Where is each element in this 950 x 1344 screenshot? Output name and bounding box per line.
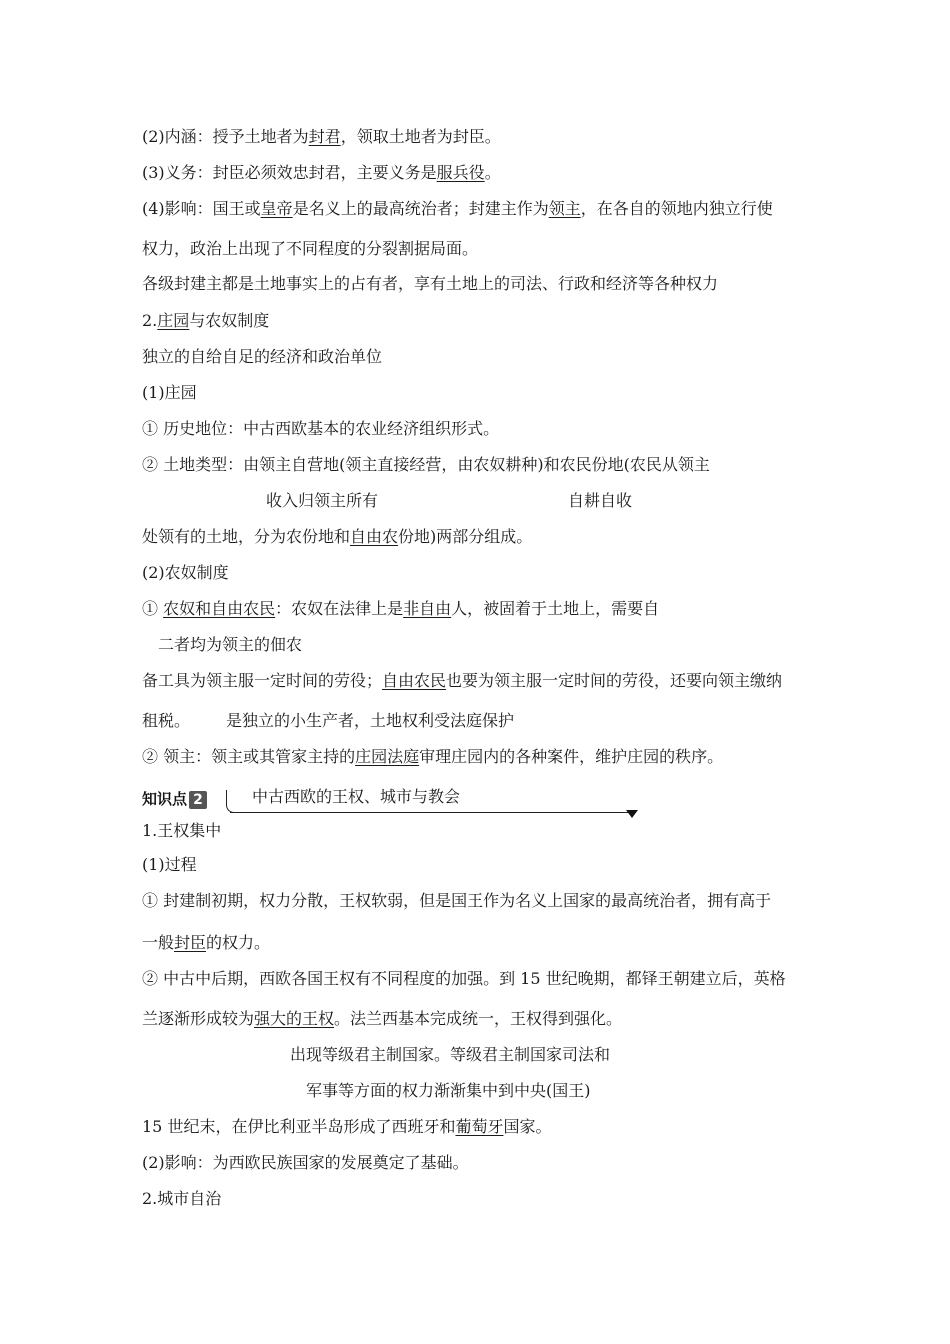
text-line: 租税。 xyxy=(142,711,191,730)
annotation: 军事等方面的权力渐渐集中到中央(国王) xyxy=(306,1081,591,1100)
annotation: 二者均为领主的佃农 xyxy=(158,635,303,654)
text-line: 15 世纪末，在伊比利亚半岛形成了西班牙和葡萄牙国家。 xyxy=(142,1117,552,1136)
text-line: ② 领主：领主或其管家主持的庄园法庭审理庄园内的各种案件，维护庄园的秩序。 xyxy=(142,747,724,766)
text-line: ② 土地类型：由领主自营地(领主直接经营，由农奴耕种)和农民份地(农民从领主 xyxy=(142,455,710,474)
text-line: (2)影响：为西欧民族国家的发展奠定了基础。 xyxy=(142,1153,469,1172)
text-line: (1)庄园 xyxy=(142,383,197,402)
text-line: ② 中古中后期，西欧各国王权有不同程度的加强。到 15 世纪晚期，都铎王朝建立后，英格 xyxy=(142,969,786,988)
triangle-down-icon xyxy=(626,810,638,818)
knowledge-point-number: 2 xyxy=(189,791,207,809)
annotation-line: 独立的自给自足的经济和政治单位 xyxy=(142,347,383,366)
knowledge-point-title: 中古西欧的王权、城市与教会 xyxy=(252,787,461,806)
text-line: 一般封臣的权力。 xyxy=(142,933,271,952)
annotation: 收入归领主所有 xyxy=(266,491,379,510)
text-line: 备工具为领主服一定时间的劳役；自由农民也要为领主服一定时间的劳役，还要向领主缴纳 xyxy=(142,671,783,690)
text-line: (1)过程 xyxy=(142,855,197,874)
text-line: (2)内涵：授予土地者为封君，领取土地者为封臣。 xyxy=(142,127,501,146)
text-line: (2)农奴制度 xyxy=(142,563,229,582)
bracket-decoration xyxy=(226,790,235,813)
annotation: 自耕自收 xyxy=(568,491,633,510)
knowledge-point-badge: 知识点 2 xyxy=(142,788,207,810)
text-line: 处领有的土地，分为农份地和自由农份地)两部分组成。 xyxy=(142,527,533,546)
annotation: 是独立的小生产者，土地权利受法庭保护 xyxy=(226,711,515,730)
knowledge-point-header xyxy=(142,786,642,822)
text-line: ① 封建制初期，权力分散，王权软弱，但是国王作为名义上国家的最高统治者，拥有高于 xyxy=(142,891,772,910)
text-line: (4)影响：国王或皇帝是名义上的最高统治者；封建主作为领主，在各自的领地内独立行使 xyxy=(142,199,773,218)
text-line: 兰逐渐形成较为强大的王权。法兰西基本完成统一，王权得到强化。 xyxy=(142,1009,623,1028)
annotation: 出现等级君主制国家。等级君主制国家司法和 xyxy=(290,1045,611,1064)
section-heading: 2.庄园与农奴制度 xyxy=(142,311,270,330)
annotation-line: 各级封建主都是土地事实上的占有者，享有土地上的司法、行政和经济等各种权力 xyxy=(142,274,719,293)
text-line: ① 农奴和自由农民：农奴在法律上是非自由人，被固着于土地上，需要自 xyxy=(142,599,660,618)
text-line: 权力，政治上出现了不同程度的分裂割据局面。 xyxy=(142,239,479,258)
text-line: ① 历史地位：中古西欧基本的农业经济组织形式。 xyxy=(142,419,500,438)
divider xyxy=(230,812,630,813)
text-line: (3)义务：封臣必须效忠封君，主要义务是服兵役。 xyxy=(142,163,501,182)
section-heading: 2.城市自治 xyxy=(142,1189,222,1208)
section-heading: 1.王权集中 xyxy=(142,821,222,840)
